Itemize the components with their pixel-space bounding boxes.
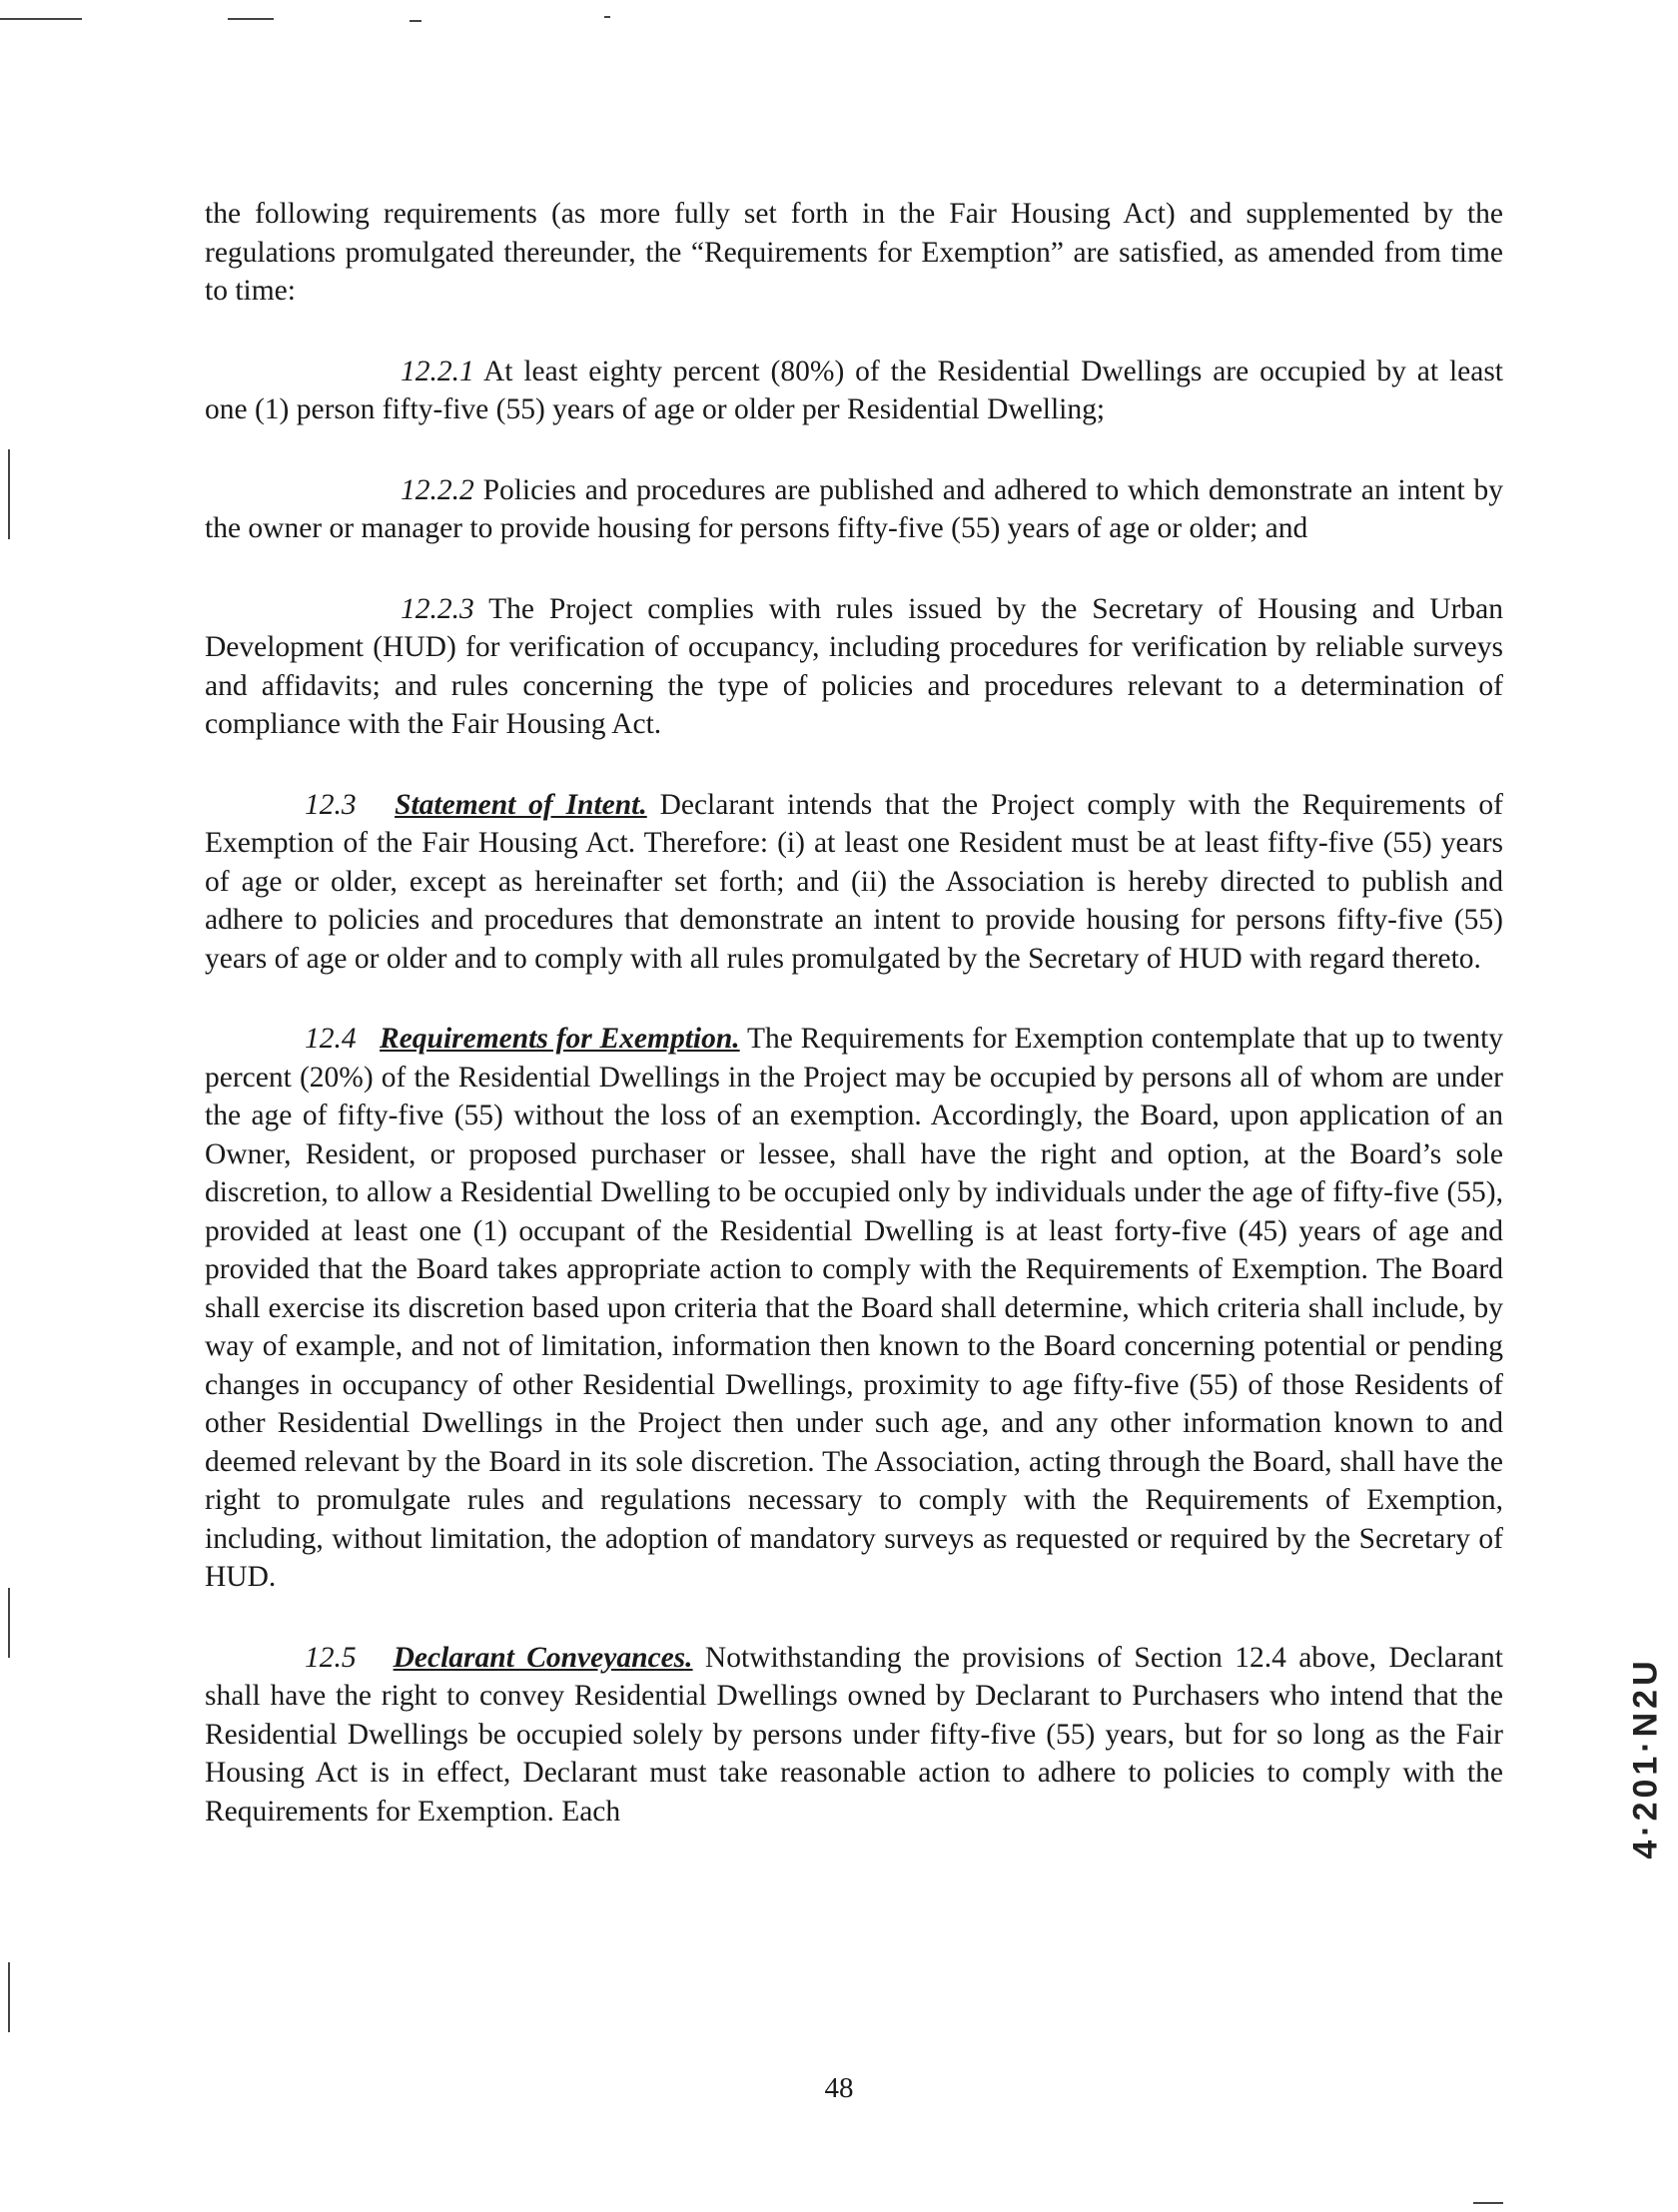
scan-mark-top-dot [604,16,610,18]
page-number: 48 [824,2072,854,2104]
scan-mark-top-left [0,18,82,20]
section-12-3 [205,786,1503,979]
subsection-12-2-3 [205,590,1503,744]
section-title: Statement of Intent. [395,788,647,821]
scan-mark-left-upper [8,449,10,539]
subsection-number: 12.2.1 [401,355,474,387]
section-text: Declarant intends that the Project comply with the Requirements of Exemption of the Fair Housing Act. Therefore: (i) at least one Resident must be at least fifty-five (55) years of age or older, except as hereinafter set forth; and (ii) the Association is hereby directed to publish and adhere to policies and procedures that demonstrate an intent to provide housing for persons fifty-five (55) years of age or older and to comply with all rules promulgated by the Secretary of HUD with regard thereto. [205,788,1504,975]
document-body [205,195,1503,1831]
subsection-text: Policies and procedures are published and adhered to which demonstrate an intent by the owner or manager to provide housing for persons fifty-five (55) years of age or older; and [205,473,1504,544]
section-number: 12.3 [305,788,357,821]
subsection-12-2-2 [205,471,1503,548]
subsection-text: The Project complies with rules issued by the Secretary of Housing and Urban Development (HUD) for verification of occupancy, including procedures for verification by reliable surveys and affidavits; and rules concerning the type of policies and procedures relevant to a determination of compliance with the Fair Housing Act. [205,592,1504,740]
section-title: Declarant Conveyances. [393,1641,693,1674]
subsection-12-2-1 [205,353,1503,429]
section-number: 12.5 [305,1641,357,1674]
intro-paragraph: the following requirements (as more fully set forth in the Fair Housing Act) and supplemented by the regulations promulgated thereunder, the “Requirements for Exemption” are satisfied, as amended from time to time: [205,198,1503,307]
scan-mark-left-bottom [8,1962,10,2032]
subsection-number: 12.2.3 [401,592,474,625]
scan-mark-top-mid [228,18,274,20]
section-text: The Requirements for Exemption contemplate that up to twenty percent (20%) of the Residential Dwellings in the Project may be occupied by persons all of whom are under the age of fifty-five (55) without the loss of an exemption. Accordingly, the Board, upon application of an Owner, Resident, or proposed purchaser or lessee, shall have the right and option, at the Board’s sole discretion, to allow a Residential Dwelling to be occupied only by individuals under the age of fifty-five (55), provided at least one (1) occupant of the Residential Dwelling is at least forty-five (45) years of age and provided that the Board takes appropriate action to comply with the Requirements of Exemption. The Board shall exercise its discretion based upon criteria that the Board shall determine, which criteria shall include, by way of example, and not of limitation, information then known to the Board concerning potential or pending changes in occupancy of other Residential Dwellings, proximity to age fifty-five (55) of those Residents of other Residential Dwellings in the Project then under such age, and any other information known to and deemed relevant by the Board in its sole discretion. The Association, acting through the Board, shall have the right to promulgate rules and regulations necessary to comply with the Requirements of Exemption, including, without limitation, the adoption of mandatory surveys as requested or required by the Secretary of HUD. [205,1023,1504,1593]
subsection-text: At least eighty percent (80%) of the Residential Dwellings are occupied by at least one (1) person fifty-five (55) years of age or older per Residential Dwelling; [205,355,1504,425]
scan-mark-bottom-right [1473,2202,1503,2204]
section-text: Notwithstanding the provisions of Section 12.4 above, Declarant shall have the right to convey Residential Dwellings owned by Declarant to Purchasers who intend that the Residential Dwellings be occupied solely by persons under fifty-five (55) years, but for so long as the Fair Housing Act is in effect, Declarant must take reasonable action to adhere to policies to comply with the Requirements for Exemption. Each [205,1641,1503,1828]
recording-stamp-text: 4·201·N2U [1626,1656,1665,1859]
section-12-4 [205,1020,1503,1597]
section-12-5 [205,1639,1503,1832]
recording-stamp [1616,1578,1676,1937]
section-title: Requirements for Exemption. [380,1023,740,1055]
scan-mark-left-lower [8,1588,10,1658]
scan-mark-top-dash [410,20,421,22]
section-number: 12.4 [305,1023,357,1055]
subsection-number: 12.2.2 [401,473,474,506]
